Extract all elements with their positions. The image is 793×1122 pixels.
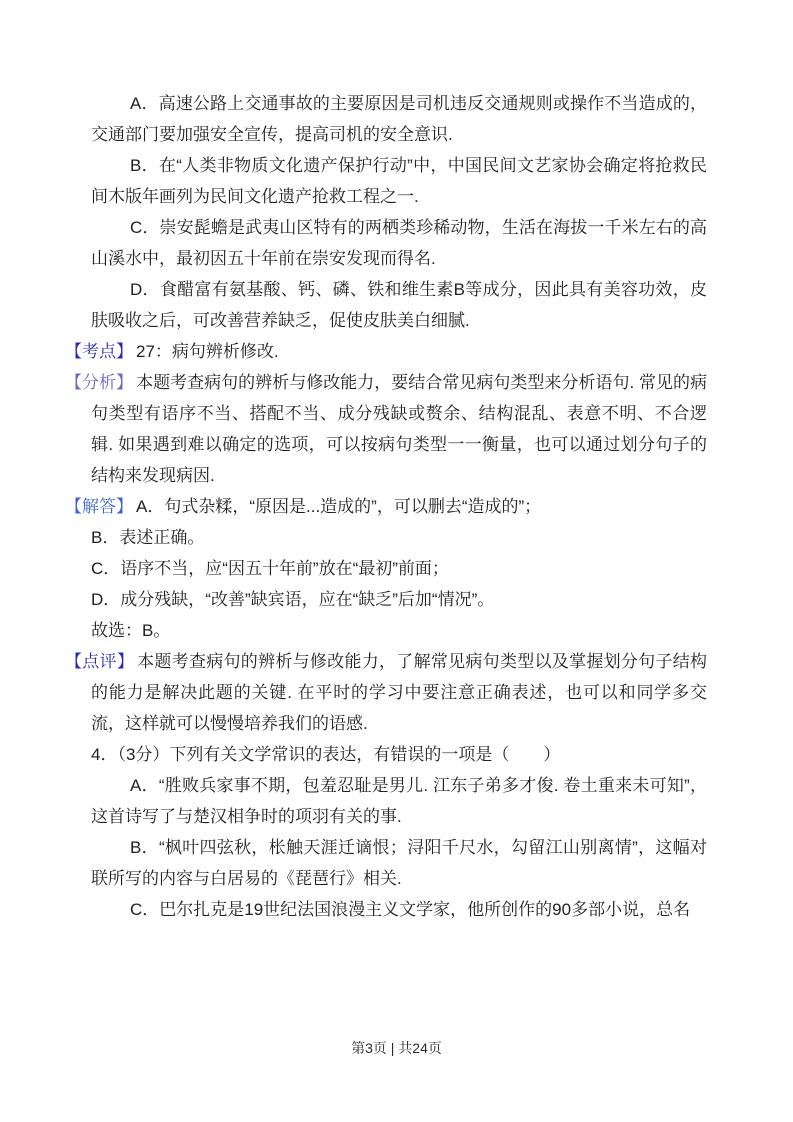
- q4-option-c: C．巴尔扎克是19世纪法国浪漫主义文学家，他所创作的90多部小说，总名: [130, 900, 691, 919]
- kaodian-paragraph: [65, 336, 707, 367]
- jieda-tag-label: 【解答】: [65, 497, 133, 516]
- jieda-answer-b: B．表述正确。: [91, 528, 205, 547]
- fenxi-paragraph: [65, 367, 707, 491]
- q3-option-d: D．食醋富有氨基酸、钙、磷、铁和维生素B等成分，因此具有美容功效，皮肤吸收之后，可改善营养缺乏，促使皮肤美白细腻.: [91, 280, 707, 330]
- kaodian-tag-label: 【考点】: [65, 342, 133, 361]
- jieda-answer-d: D．成分残缺，“改善”缺宾语，应在“缺乏”后加“情况”。: [91, 590, 495, 609]
- q3-option-a: A．高速公路上交通事故的主要原因是司机违反交通规则或操作不当造成的，交通部门要加强安全宣传，提高司机的安全意识.: [91, 94, 707, 144]
- q3-option-c: C．崇安髭蟾是武夷山区特有的两栖类珍稀动物，生活在海拔一千米左右的高山溪水中，最初因五十年前在崇安发现而得名.: [91, 218, 707, 268]
- dianping-paragraph: [65, 646, 708, 739]
- jieda-answer-c: C．语序不当，应“因五十年前”放在“最初”前面；: [91, 559, 449, 578]
- q3-option-b: B．在“人类非物质文化遗产保护行动”中，中国民间文艺家协会确定将抢救民间木版年画列为民间文化遗产抢救工程之一.: [91, 156, 707, 206]
- q4-option-b: B．“枫叶四弦秋，枨触天涯迁谪恨；浔阳千尺水，勾留江山别离情”，这幅对联所写的内容与白居易的《琵琶行》相关.: [91, 838, 707, 888]
- q4-stem: 4．（3分）下列有关文学常识的表达，有错误的一项是（ ）: [91, 745, 561, 764]
- page-footer: [0, 1038, 793, 1058]
- dianping-text: 本题考查病句的辨析与修改能力，了解常见病句类型以及掌握划分句子结构的能力是解决此题的关键. 在平时的学习中要注意正确表述，也可以和同学多交流，这样就可以慢慢培养我们的语感.: [91, 652, 708, 733]
- jieda-conclusion: 故选：B。: [91, 621, 171, 640]
- dianping-tag-label: 【点评】: [65, 652, 135, 671]
- jieda-paragraph: [65, 491, 707, 522]
- fenxi-tag-label: 【分析】: [65, 373, 134, 392]
- q4-option-a: A．“胜败兵家事不期，包羞忍耻是男儿. 江东子弟多才俊. 卷土重来未可知”，这首诗写了与楚汉相争时的项羽有关的事.: [91, 776, 707, 826]
- kaodian-text: 27：病句辨析修改.: [136, 342, 279, 361]
- fenxi-text: 本题考查病句的辨析与修改能力，要结合常见病句类型来分析语句. 常见的病句类型有语序不当、搭配不当、成分残缺或赘余、结构混乱、表意不明、不合逻辑. 如果遇到难以确定的选项，可以按病句类型一一衡量，也可以通过划分句子的结构来发现病因.: [91, 373, 707, 485]
- page-indicator: 第3页 | 共24页: [351, 1040, 442, 1056]
- page-content: [65, 88, 708, 925]
- jieda-answer-a: A．句式杂糅，“原因是...造成的”，可以删去“造成的”；: [136, 497, 542, 516]
